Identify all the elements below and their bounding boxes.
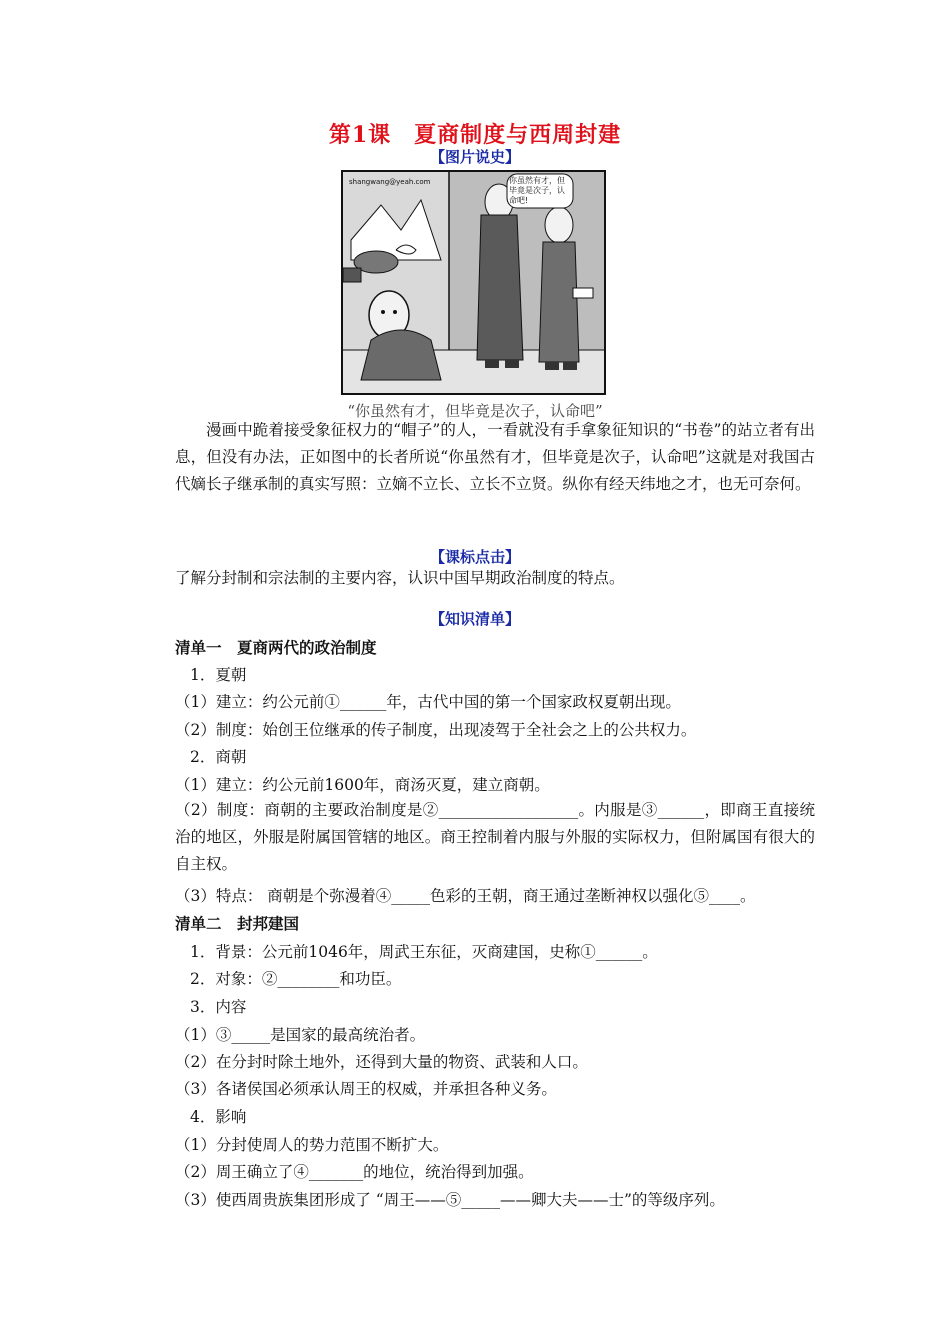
list2-l3c: （3）各诸侯国必须承认周王的权威，并承担各种义务。 <box>175 1080 557 1098</box>
comic-caption: “你虽然有才，但毕竟是次子，认命吧” <box>347 402 603 420</box>
list2-l3: 3．内容 <box>190 998 247 1016</box>
list1-shang3: （3）特点： 商朝是个弥漫着④_____色彩的王朝，商王通过垄断神权以强化⑤____。 <box>175 887 756 905</box>
list2-l4a: （1）分封使周人的势力范围不断扩大。 <box>175 1136 449 1154</box>
list1-xia1: （1）建立：约公元前①______年，古代中国的第一个国家政权夏朝出现。 <box>175 693 681 711</box>
list1-xia2: （2）制度：始创王位继承的传子制度，出现凌驾于全社会之上的公共权力。 <box>175 721 697 739</box>
list2-l3b: （2）在分封时除土地外，还得到大量的物资、武装和人口。 <box>175 1053 588 1071</box>
list2-heading: 清单二 封邦建国 <box>175 914 300 933</box>
list2-l4c: （3）使西周贵族集团形成了 “周王——⑤_____——卿大夫——士”的等级序列。 <box>175 1191 725 1209</box>
section-heading-knowledge: 【知识清单】 <box>429 610 520 628</box>
comic-speech-bubble: 你虽然有才，但毕竟是次子，认命吧! <box>509 176 565 205</box>
comic-illustration <box>341 170 606 395</box>
list2-l2: 2．对象：②________和功臣。 <box>190 970 402 988</box>
intro-paragraph: 漫画中跪着接受象征权力的“帽子”的人，一看就没有手拿象征知识的“书卷”的站立者有出息，但没有办法，正如图中的长者所说“你虽然有才，但毕竟是次子，认命吧”这就是对我国古代嫡长子继承制的真实写照：立嫡不立长、立长不立贤。纵你有经天纬地之才，也无可奈何。 <box>175 421 815 493</box>
list1-shang: 2．商朝 <box>190 748 247 766</box>
list1-shang2: （2）制度：商朝的主要政治制度是②__________________。内服是③______，即商王直接统治的地区，外服是附属国管辖的地区。商王控制着内服与外服的实际权力，但附属国有很大的自主权。 <box>175 801 815 873</box>
standard-text: 了解分封制和宗法制的主要内容，认识中国早期政治制度的特点。 <box>175 569 625 587</box>
list2-l3a: （1）③_____是国家的最高统治者。 <box>175 1026 426 1044</box>
list1-xia: 1．夏朝 <box>190 666 247 684</box>
section-heading-standard: 【课标点击】 <box>429 548 520 566</box>
list2-l4b: （2）周王确立了④_______的地位，统治得到加强。 <box>175 1163 534 1181</box>
list1-shang1: （1）建立：约公元前1600年，商汤灭夏，建立商朝。 <box>175 776 550 794</box>
list2-l1: 1．背景：公元前1046年，周武王东征，灭商建国，史称①______。 <box>190 943 658 961</box>
section-heading-picture: 【图片说史】 <box>429 148 520 166</box>
comic-watermark: shangwang@yeah.com <box>349 178 431 186</box>
list2-l4: 4．影响 <box>190 1108 247 1126</box>
list1-heading: 清单一 夏商两代的政治制度 <box>175 638 377 657</box>
page-title: 第1课 夏商制度与西周封建 <box>328 122 622 148</box>
